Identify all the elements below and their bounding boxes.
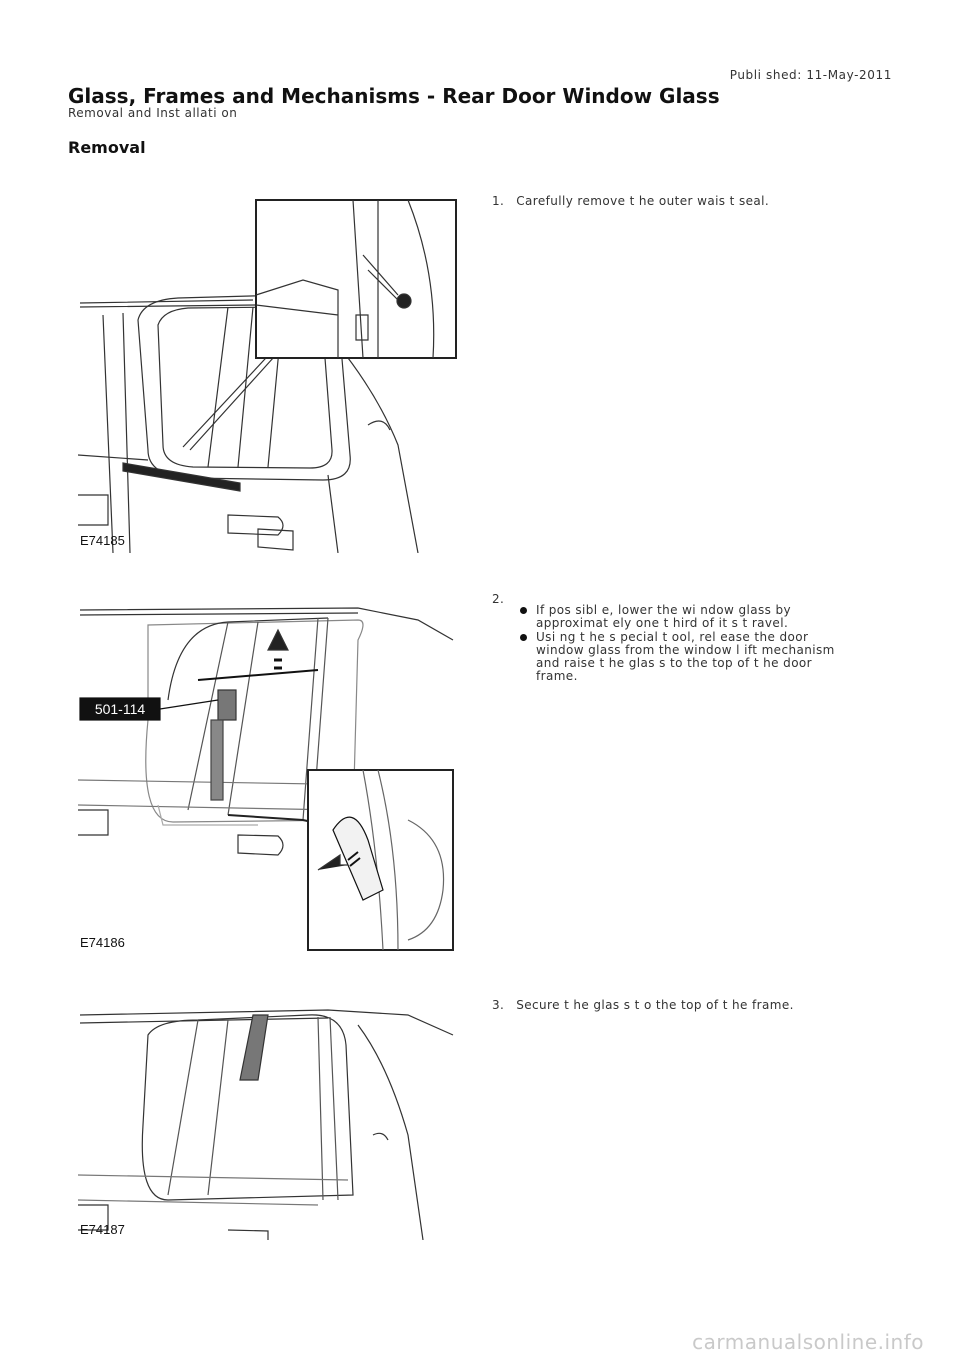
- step-1: [492, 194, 769, 208]
- published-date: Publi shed: 11-May-2011: [729, 68, 892, 82]
- step-2: [492, 592, 512, 606]
- watermark: carmanualsonline.info: [692, 1330, 924, 1354]
- page-subtitle: Removal and Inst allati on: [68, 106, 238, 120]
- bullet-item: Usi ng t he s pecial t ool, rel ease the door window glass from the window l ift mechanism and raise t he glas s to the top of t he door frame.: [520, 631, 850, 683]
- figure-label-e74186: E74186: [80, 935, 125, 950]
- figure-e74187: [78, 1005, 458, 1240]
- figure-e74185: [78, 195, 458, 553]
- step-number: 3.: [492, 998, 505, 1012]
- step-text: Secure t he glas s t o the top of t he frame.: [516, 998, 794, 1012]
- section-title: Removal: [68, 138, 146, 157]
- figure-e74186: [78, 600, 458, 955]
- step-number: 2.: [492, 592, 505, 606]
- tool-label: 501-114: [94, 701, 146, 717]
- page-title: Glass, Frames and Mechanisms - Rear Door Window Glass: [68, 84, 720, 108]
- figure-label-e74185: E74185: [80, 533, 125, 548]
- bullet-item: If pos sibl e, lower the wi ndow glass by approximat ely one t hird of it s t ravel.: [520, 604, 850, 630]
- figure-label-e74187: E74187: [80, 1222, 125, 1237]
- step-2-bullets: [520, 604, 850, 684]
- step-3: [492, 998, 794, 1012]
- step-number: 1.: [492, 194, 505, 208]
- step-text: Carefully remove t he outer wais t seal.: [516, 194, 770, 208]
